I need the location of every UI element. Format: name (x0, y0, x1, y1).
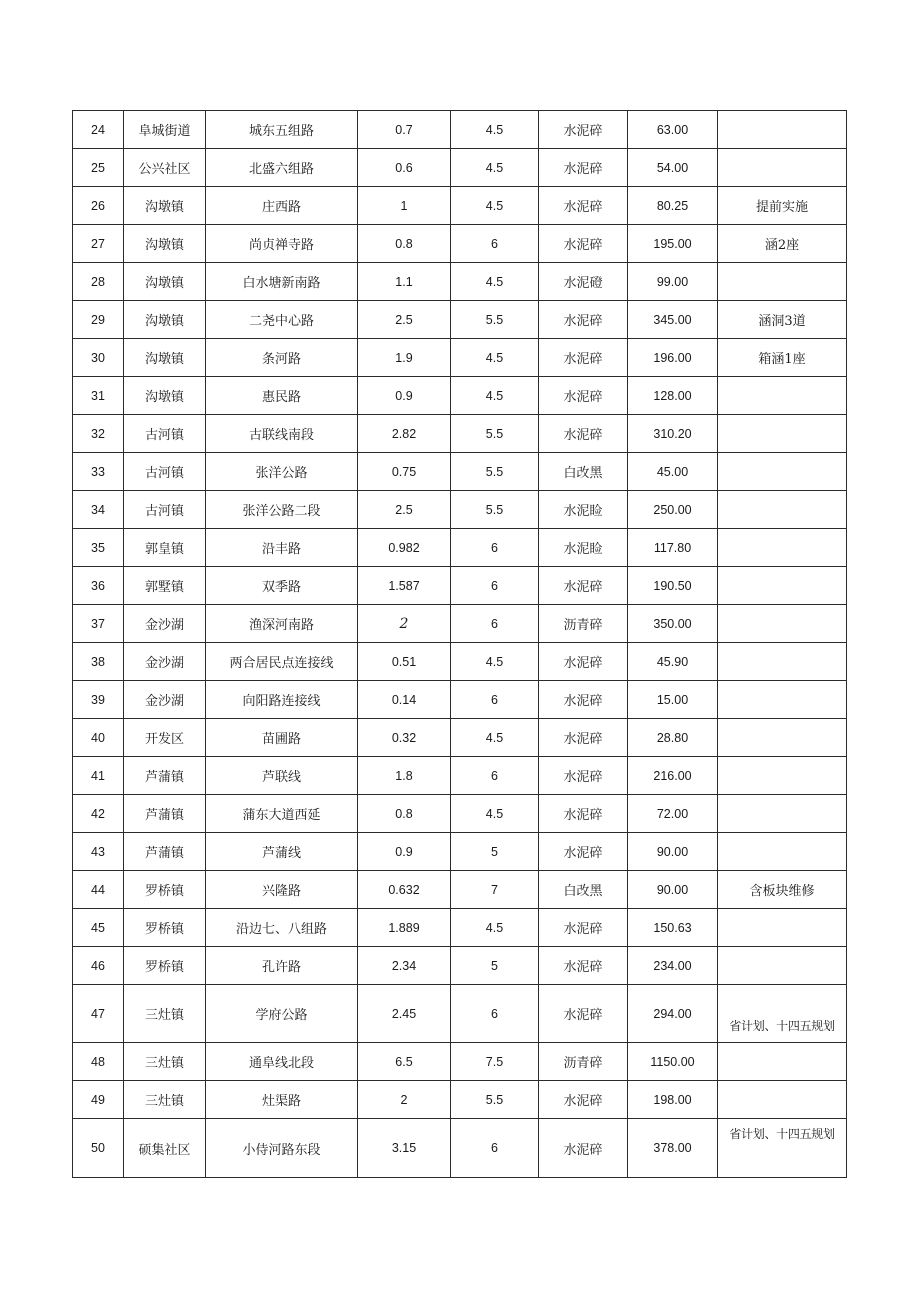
pavement-type: 水泥碎 (539, 187, 628, 225)
table-body (73, 111, 847, 1178)
road-name: 沿边七、八组路 (206, 909, 358, 947)
remark (718, 491, 847, 529)
row-number: 42 (73, 795, 124, 833)
remark: 省计划、十四五规划 (718, 1119, 847, 1178)
cost-value: 90.00 (628, 871, 718, 909)
cost-value: 350.00 (628, 605, 718, 643)
road-length: 0.14 (358, 681, 451, 719)
road-name: 向阳路连接线 (206, 681, 358, 719)
road-width: 6 (451, 681, 539, 719)
road-width: 5.5 (451, 1081, 539, 1119)
road-width: 6 (451, 985, 539, 1043)
road-length: 2.5 (358, 491, 451, 529)
row-number: 41 (73, 757, 124, 795)
table-row (73, 149, 847, 187)
road-name: 灶渠路 (206, 1081, 358, 1119)
cost-value: 195.00 (628, 225, 718, 263)
town-name: 沟墩镇 (124, 263, 206, 301)
cost-value: 345.00 (628, 301, 718, 339)
town-name: 沟墩镇 (124, 339, 206, 377)
road-width: 7 (451, 871, 539, 909)
pavement-type: 水泥碎 (539, 1119, 628, 1178)
road-length: 1.889 (358, 909, 451, 947)
table-row (73, 1081, 847, 1119)
road-length: 6.5 (358, 1043, 451, 1081)
row-number: 31 (73, 377, 124, 415)
road-length: 0.9 (358, 833, 451, 871)
pavement-type: 水泥碎 (539, 985, 628, 1043)
table-row (73, 909, 847, 947)
cost-value: 72.00 (628, 795, 718, 833)
table-row (73, 529, 847, 567)
town-name: 郭墅镇 (124, 567, 206, 605)
road-width: 4.5 (451, 187, 539, 225)
road-name: 苗圃路 (206, 719, 358, 757)
town-name: 芦蒲镇 (124, 757, 206, 795)
cost-value: 45.90 (628, 643, 718, 681)
remark (718, 453, 847, 491)
row-number: 25 (73, 149, 124, 187)
town-name: 郭皇镇 (124, 529, 206, 567)
pavement-type: 水泥碎 (539, 1081, 628, 1119)
road-name: 二尧中心路 (206, 301, 358, 339)
row-number: 40 (73, 719, 124, 757)
row-number: 29 (73, 301, 124, 339)
pavement-type: 水泥碎 (539, 377, 628, 415)
road-name: 北盛六组路 (206, 149, 358, 187)
table-row (73, 871, 847, 909)
road-width: 4.5 (451, 643, 539, 681)
table-row (73, 453, 847, 491)
road-width: 5.5 (451, 301, 539, 339)
town-name: 芦蒲镇 (124, 833, 206, 871)
cost-value: 216.00 (628, 757, 718, 795)
road-width: 5 (451, 833, 539, 871)
row-number: 44 (73, 871, 124, 909)
road-length: 1.587 (358, 567, 451, 605)
pavement-type: 水泥碎 (539, 643, 628, 681)
road-length: 0.632 (358, 871, 451, 909)
road-width: 5 (451, 947, 539, 985)
cost-value: 80.25 (628, 187, 718, 225)
remark (718, 567, 847, 605)
cost-value: 234.00 (628, 947, 718, 985)
road-width: 5.5 (451, 491, 539, 529)
pavement-type: 水泥碎 (539, 301, 628, 339)
row-number: 33 (73, 453, 124, 491)
pavement-type: 水泥碎 (539, 909, 628, 947)
pavement-type: 沥青碎 (539, 605, 628, 643)
pavement-type: 水泥碎 (539, 947, 628, 985)
remark (718, 415, 847, 453)
road-width: 4.5 (451, 795, 539, 833)
remark (718, 947, 847, 985)
cost-value: 310.20 (628, 415, 718, 453)
road-name: 条河路 (206, 339, 358, 377)
pavement-type: 水泥碎 (539, 339, 628, 377)
row-number: 35 (73, 529, 124, 567)
table-row (73, 605, 847, 643)
remark: 省计划、十四五规划 (718, 985, 847, 1043)
town-name: 古河镇 (124, 415, 206, 453)
table-row (73, 1043, 847, 1081)
road-length: 0.982 (358, 529, 451, 567)
road-name: 双季路 (206, 567, 358, 605)
road-name: 古联线南段 (206, 415, 358, 453)
remark: 提前实施 (718, 187, 847, 225)
remark (718, 149, 847, 187)
pavement-type: 水泥碎 (539, 415, 628, 453)
town-name: 公兴社区 (124, 149, 206, 187)
pavement-type: 水泥碎 (539, 567, 628, 605)
town-name: 芦蒲镇 (124, 795, 206, 833)
remark: 箱涵1座 (718, 339, 847, 377)
remark (718, 1081, 847, 1119)
pavement-type: 水泥睑 (539, 491, 628, 529)
road-width: 6 (451, 757, 539, 795)
road-width: 4.5 (451, 149, 539, 187)
road-name: 学府公路 (206, 985, 358, 1043)
road-length: 0.8 (358, 795, 451, 833)
road-length: 2 (358, 1081, 451, 1119)
table-row (73, 491, 847, 529)
road-name: 沿丰路 (206, 529, 358, 567)
road-length: 2.34 (358, 947, 451, 985)
road-name: 张洋公路 (206, 453, 358, 491)
road-width: 5.5 (451, 415, 539, 453)
row-number: 27 (73, 225, 124, 263)
town-name: 金沙湖 (124, 643, 206, 681)
table-row (73, 833, 847, 871)
table-row (73, 415, 847, 453)
row-number: 39 (73, 681, 124, 719)
road-width: 6 (451, 529, 539, 567)
table-row (73, 187, 847, 225)
town-name: 罗桥镇 (124, 871, 206, 909)
pavement-type: 水泥碎 (539, 757, 628, 795)
road-name: 庄西路 (206, 187, 358, 225)
remark (718, 757, 847, 795)
road-width: 4.5 (451, 111, 539, 149)
cost-value: 294.00 (628, 985, 718, 1043)
row-number: 30 (73, 339, 124, 377)
road-length: 1.8 (358, 757, 451, 795)
road-length: 2 (358, 605, 451, 643)
road-length: 3.15 (358, 1119, 451, 1178)
remark (718, 719, 847, 757)
town-name: 罗桥镇 (124, 909, 206, 947)
table-row (73, 1119, 847, 1178)
table-row (73, 263, 847, 301)
pavement-type: 水泥磴 (539, 263, 628, 301)
remark (718, 681, 847, 719)
road-name: 惠民路 (206, 377, 358, 415)
table-row (73, 643, 847, 681)
road-width: 4.5 (451, 339, 539, 377)
remark (718, 643, 847, 681)
cost-value: 250.00 (628, 491, 718, 529)
row-number: 24 (73, 111, 124, 149)
row-number: 50 (73, 1119, 124, 1178)
pavement-type: 水泥碎 (539, 225, 628, 263)
cost-value: 63.00 (628, 111, 718, 149)
cost-value: 198.00 (628, 1081, 718, 1119)
road-width: 6 (451, 225, 539, 263)
road-width: 6 (451, 1119, 539, 1178)
row-number: 28 (73, 263, 124, 301)
cost-value: 28.80 (628, 719, 718, 757)
row-number: 47 (73, 985, 124, 1043)
table-row (73, 225, 847, 263)
table-row (73, 795, 847, 833)
road-length: 2.82 (358, 415, 451, 453)
remark: 涵洞3道 (718, 301, 847, 339)
road-length: 0.51 (358, 643, 451, 681)
row-number: 43 (73, 833, 124, 871)
pavement-type: 水泥睑 (539, 529, 628, 567)
remark (718, 263, 847, 301)
town-name: 三灶镇 (124, 1081, 206, 1119)
cost-value: 90.00 (628, 833, 718, 871)
road-length: 1 (358, 187, 451, 225)
road-length: 1.1 (358, 263, 451, 301)
remark: 含板块维修 (718, 871, 847, 909)
pavement-type: 白改黑 (539, 871, 628, 909)
table-row (73, 719, 847, 757)
road-name: 白水塘新南路 (206, 263, 358, 301)
road-name: 张洋公路二段 (206, 491, 358, 529)
cost-value: 45.00 (628, 453, 718, 491)
table-row (73, 947, 847, 985)
remark (718, 605, 847, 643)
cost-value: 190.50 (628, 567, 718, 605)
town-name: 阜城街道 (124, 111, 206, 149)
table-row (73, 757, 847, 795)
road-name: 孔许路 (206, 947, 358, 985)
town-name: 金沙湖 (124, 681, 206, 719)
town-name: 沟墩镇 (124, 187, 206, 225)
table-row (73, 985, 847, 1043)
table-row (73, 567, 847, 605)
road-length: 0.7 (358, 111, 451, 149)
cost-value: 128.00 (628, 377, 718, 415)
table-row (73, 339, 847, 377)
road-width: 6 (451, 605, 539, 643)
table-row (73, 301, 847, 339)
town-name: 罗桥镇 (124, 947, 206, 985)
road-width: 4.5 (451, 263, 539, 301)
town-name: 沟墩镇 (124, 301, 206, 339)
remark (718, 795, 847, 833)
town-name: 开发区 (124, 719, 206, 757)
road-length: 0.75 (358, 453, 451, 491)
road-name: 城东五组路 (206, 111, 358, 149)
row-number: 45 (73, 909, 124, 947)
road-width: 4.5 (451, 909, 539, 947)
road-width: 4.5 (451, 377, 539, 415)
road-name: 小侍河路东段 (206, 1119, 358, 1178)
road-name: 通阜线北段 (206, 1043, 358, 1081)
remark: 涵2座 (718, 225, 847, 263)
pavement-type: 水泥碎 (539, 681, 628, 719)
cost-value: 1150.00 (628, 1043, 718, 1081)
table-row (73, 377, 847, 415)
road-name: 芦联线 (206, 757, 358, 795)
row-number: 38 (73, 643, 124, 681)
road-width: 4.5 (451, 719, 539, 757)
road-name: 兴隆路 (206, 871, 358, 909)
town-name: 古河镇 (124, 491, 206, 529)
town-name: 沟墩镇 (124, 377, 206, 415)
row-number: 37 (73, 605, 124, 643)
pavement-type: 水泥碎 (539, 833, 628, 871)
pavement-type: 水泥碎 (539, 149, 628, 187)
road-length: 0.8 (358, 225, 451, 263)
cost-value: 99.00 (628, 263, 718, 301)
town-name: 硕集社区 (124, 1119, 206, 1178)
row-number: 26 (73, 187, 124, 225)
town-name: 古河镇 (124, 453, 206, 491)
road-name: 尚贞禅寺路 (206, 225, 358, 263)
pavement-type: 白改黑 (539, 453, 628, 491)
road-name: 芦蒲线 (206, 833, 358, 871)
remark (718, 909, 847, 947)
road-length: 0.32 (358, 719, 451, 757)
road-length: 2.5 (358, 301, 451, 339)
cost-value: 15.00 (628, 681, 718, 719)
road-project-table (72, 110, 847, 1178)
cost-value: 378.00 (628, 1119, 718, 1178)
row-number: 32 (73, 415, 124, 453)
cost-value: 54.00 (628, 149, 718, 187)
pavement-type: 水泥碎 (539, 795, 628, 833)
remark (718, 111, 847, 149)
row-number: 49 (73, 1081, 124, 1119)
road-name: 两合居民点连接线 (206, 643, 358, 681)
road-length: 0.9 (358, 377, 451, 415)
road-length: 0.6 (358, 149, 451, 187)
table-row (73, 681, 847, 719)
remark (718, 833, 847, 871)
pavement-type: 水泥碎 (539, 719, 628, 757)
pavement-type: 沥青碎 (539, 1043, 628, 1081)
road-length: 2.45 (358, 985, 451, 1043)
road-width: 5.5 (451, 453, 539, 491)
remark (718, 377, 847, 415)
cost-value: 150.63 (628, 909, 718, 947)
town-name: 三灶镇 (124, 985, 206, 1043)
remark (718, 529, 847, 567)
town-name: 三灶镇 (124, 1043, 206, 1081)
pavement-type: 水泥碎 (539, 111, 628, 149)
row-number: 46 (73, 947, 124, 985)
road-width: 6 (451, 567, 539, 605)
cost-value: 117.80 (628, 529, 718, 567)
row-number: 34 (73, 491, 124, 529)
row-number: 48 (73, 1043, 124, 1081)
remark (718, 1043, 847, 1081)
road-name: 蒲东大道西延 (206, 795, 358, 833)
road-width: 7.5 (451, 1043, 539, 1081)
town-name: 沟墩镇 (124, 225, 206, 263)
town-name: 金沙湖 (124, 605, 206, 643)
road-length: 1.9 (358, 339, 451, 377)
row-number: 36 (73, 567, 124, 605)
table-row (73, 111, 847, 149)
cost-value: 196.00 (628, 339, 718, 377)
road-name: 渔深河南路 (206, 605, 358, 643)
